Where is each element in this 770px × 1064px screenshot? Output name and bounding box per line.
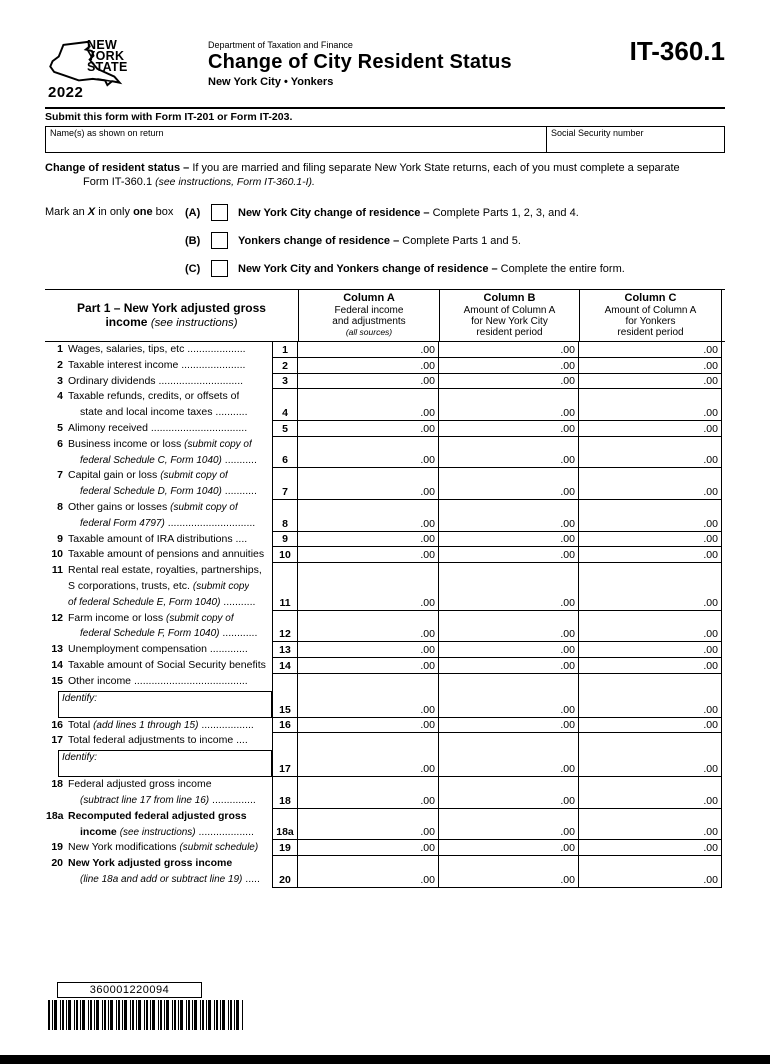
option-a-letter: (A)	[185, 206, 201, 219]
amount-cell-colb[interactable]: .00	[439, 500, 579, 532]
table-row	[45, 777, 725, 809]
amount-cell-colb[interactable]: .00	[439, 358, 579, 374]
checkbox-c[interactable]	[211, 260, 228, 277]
row-description: 11 Rental real estate, royalties, partnerships, S corporations, trusts, etc. (submit copy of federal Schedule E, Form 1040) ...........	[45, 563, 272, 610]
table-row	[45, 547, 725, 563]
amount-cell-cola[interactable]: .00	[298, 658, 439, 674]
row-description: 16 Total (add lines 1 through 15) ..................	[45, 718, 272, 734]
row-description: 18 Federal adjusted gross income (subtract line 17 from line 16) ...............	[45, 777, 272, 809]
table-row	[45, 674, 725, 718]
row-description: 13 Unemployment compensation .............	[45, 642, 272, 658]
amount-cell-colb[interactable]: .00	[439, 532, 579, 548]
option-c-label: New York City and Yonkers change of residence – Complete the entire form.	[238, 262, 625, 275]
table-row	[45, 642, 725, 658]
line-number-box: 12	[272, 611, 298, 643]
row-number: 4	[57, 390, 63, 403]
amount-cell-cola[interactable]: .00	[298, 547, 439, 563]
amount-cell-colb[interactable]: .00	[439, 674, 579, 718]
amount-cell-colc[interactable]: .00	[579, 374, 722, 390]
row-number: 8	[57, 500, 63, 513]
amount-cell-cola[interactable]: .00	[298, 358, 439, 374]
amount-cell-cola[interactable]: .00	[298, 532, 439, 548]
nys-logo	[45, 38, 185, 104]
amount-cell-colc[interactable]: .00	[579, 840, 722, 856]
amount-cell-cola[interactable]: .00	[298, 437, 439, 469]
row-number: 19	[51, 841, 63, 854]
amount-cell-colb[interactable]: .00	[439, 342, 579, 358]
line-number-box: 8	[272, 500, 298, 532]
amount-cell-colb[interactable]: .00	[439, 718, 579, 734]
table-row	[45, 856, 725, 888]
title-block	[208, 40, 512, 88]
table-row	[45, 532, 725, 548]
amount-cell-colc[interactable]: .00	[579, 674, 722, 718]
amount-cell-colb[interactable]: .00	[439, 642, 579, 658]
amount-cell-colb[interactable]: .00	[439, 840, 579, 856]
line-number-box: 9	[272, 532, 298, 548]
page-bottom-edge	[0, 1055, 770, 1064]
row-description: 10 Taxable amount of pensions and annuities	[45, 547, 272, 563]
amount-cell-cola[interactable]: .00	[298, 718, 439, 734]
row-description: 3 Ordinary dividends .............................	[45, 374, 272, 390]
row-description: 12 Farm income or loss (submit copy of federal Schedule F, Form 1040) ............	[45, 611, 272, 643]
amount-cell-cola[interactable]: .00	[298, 500, 439, 532]
option-b-label: Yonkers change of residence – Complete Parts 1 and 5.	[238, 234, 521, 247]
row-description: 15 Other income ....................................... Identify:	[45, 674, 272, 718]
table-row	[45, 809, 725, 841]
table-row	[45, 500, 725, 532]
row-number: 15	[51, 674, 63, 687]
amount-cell-colc[interactable]: .00	[579, 563, 722, 610]
row-number: 18	[51, 778, 63, 791]
row-number: 5	[57, 421, 63, 434]
amount-cell-cola[interactable]: .00	[298, 733, 439, 777]
table-row	[45, 468, 725, 500]
row-number: 9	[57, 532, 63, 545]
department-name: Department of Taxation and Finance	[208, 40, 353, 50]
line-number-box: 7	[272, 468, 298, 500]
amount-cell-colc[interactable]: .00	[579, 547, 722, 563]
barcode-number: 360001220094	[57, 982, 202, 998]
amount-cell-colc[interactable]: .00	[579, 532, 722, 548]
form-title: Change of City Resident Status	[208, 51, 512, 73]
table-row	[45, 658, 725, 674]
row-description: 17 Total federal adjustments to income .... Identify:	[45, 733, 272, 777]
line-number-box: 16	[272, 718, 298, 734]
column-a-header: Column A Federal income and adjustments (all sources)	[298, 290, 439, 341]
options-rest	[185, 232, 725, 277]
amount-cell-cola[interactable]: .00	[298, 611, 439, 643]
table-row	[45, 374, 725, 390]
column-c-header: Column C Amount of Column A for Yonkers resident period	[579, 290, 722, 341]
form-number: IT-360.1	[629, 36, 725, 66]
amount-cell-colc[interactable]: .00	[579, 342, 722, 358]
row-description: 18a Recomputed federal adjusted gross income (see instructions) ...................	[46, 809, 254, 838]
amount-cell-colc[interactable]: .00	[579, 421, 722, 437]
line-number-box: 4	[272, 389, 298, 421]
amount-cell-cola[interactable]: .00	[298, 856, 439, 888]
name-field[interactable]	[46, 127, 546, 152]
amount-cell-colc[interactable]: .00	[579, 611, 722, 643]
part1-table-header	[45, 289, 725, 342]
line-number-box: 13	[272, 642, 298, 658]
amount-cell-colb[interactable]: .00	[439, 547, 579, 563]
name-label: Name(s) as shown on return	[50, 128, 164, 138]
part1-title: Part 1 – New York adjusted gross income (see instructions)	[77, 301, 266, 329]
table-row	[45, 358, 725, 374]
amount-cell-cola[interactable]: .00	[298, 374, 439, 390]
row-description: 20 New York adjusted gross income (line 18a and add or subtract line 19) .....	[45, 856, 272, 888]
row-number: 7	[57, 469, 63, 482]
row-description: 14 Taxable amount of Social Security benefits	[45, 658, 272, 674]
amount-cell-colc[interactable]: .00	[579, 718, 722, 734]
amount-cell-cola[interactable]: .00	[298, 468, 439, 500]
amount-cell-cola[interactable]: .00	[298, 840, 439, 856]
table-row	[45, 611, 725, 643]
table-row	[45, 437, 725, 469]
amount-cell-colb[interactable]: .00	[439, 733, 579, 777]
row-description: 6 Business income or loss (submit copy of federal Schedule C, Form 1040) ...........	[45, 437, 272, 469]
amount-cell-cola[interactable]: .00	[298, 389, 439, 421]
part1-table	[45, 289, 725, 888]
ssn-field[interactable]	[546, 127, 724, 152]
table-row	[45, 718, 725, 734]
identify-box[interactable]: Identify:	[58, 691, 272, 718]
form-year: 2022	[48, 84, 84, 101]
option-b	[185, 232, 725, 249]
line-number-box: 10	[272, 547, 298, 563]
amount-cell-colc[interactable]: .00	[579, 733, 722, 777]
line-number-box: 17	[272, 733, 298, 777]
amount-cell-colc[interactable]: .00	[579, 358, 722, 374]
row-number: 12	[51, 611, 63, 624]
form-page	[0, 36, 770, 888]
option-a	[185, 204, 579, 221]
row-number: 13	[51, 643, 63, 656]
mark-instruction: Mark an X in only one box	[45, 206, 174, 218]
line-number-box: 11	[272, 563, 298, 610]
line-number-box: 1	[272, 342, 298, 358]
amount-cell-colb[interactable]: .00	[439, 468, 579, 500]
amount-cell-colb[interactable]: .00	[439, 658, 579, 674]
table-row	[45, 840, 725, 856]
table-row	[45, 421, 725, 437]
option-c	[185, 260, 725, 277]
amount-cell-cola[interactable]: .00	[298, 563, 439, 610]
line-number-box: 15	[272, 674, 298, 718]
row-number: 1	[57, 343, 63, 355]
amount-cell-colb[interactable]: .00	[439, 856, 579, 888]
amount-cell-cola[interactable]: .00	[298, 642, 439, 658]
footer	[48, 982, 244, 1030]
row-number: 17	[51, 734, 63, 747]
amount-cell-colb[interactable]: .00	[439, 777, 579, 809]
identify-box[interactable]: Identify:	[58, 750, 272, 777]
line-number-box: 19	[272, 840, 298, 856]
line-number-box: 3	[272, 374, 298, 390]
nys-logo-words: NEW YORK STATE	[87, 38, 128, 74]
table-row	[45, 563, 725, 610]
ssn-label: Social Security number	[551, 128, 644, 138]
row-description: 8 Other gains or losses (submit copy of federal Form 4797) ..............................	[45, 500, 272, 532]
row-description: 5 Alimony received .................................	[45, 421, 272, 437]
row-description: 2 Taxable interest income ......................	[45, 358, 272, 374]
row-number: 16	[51, 718, 63, 731]
row-description: 1 Wages, salaries, tips, etc ....................	[45, 342, 272, 358]
amount-cell-colc[interactable]: .00	[579, 389, 722, 421]
row-number: 10	[51, 548, 63, 561]
table-row	[45, 733, 725, 777]
row-number: 20	[51, 857, 63, 870]
amount-cell-colb[interactable]: .00	[439, 611, 579, 643]
row-number: 6	[57, 437, 63, 450]
amount-cell-colb[interactable]: .00	[439, 563, 579, 610]
part1-rows	[45, 342, 725, 888]
option-b-letter: (B)	[185, 234, 201, 247]
name-ssn-box	[45, 126, 725, 153]
amount-cell-cola[interactable]: .00	[298, 674, 439, 718]
row-number: 11	[51, 564, 63, 577]
amount-cell-colc[interactable]: .00	[579, 468, 722, 500]
submit-instruction: Submit this form with Form IT-201 or Form IT-203.	[45, 111, 293, 123]
amount-cell-colc[interactable]: .00	[579, 777, 722, 809]
amount-cell-colc[interactable]: .00	[579, 809, 722, 841]
option-c-letter: (C)	[185, 262, 201, 275]
table-row	[45, 389, 725, 421]
line-number-box: 18a	[272, 809, 298, 841]
option-a-label: New York City change of residence – Complete Parts 1, 2, 3, and 4.	[238, 206, 579, 219]
row-description: 19 New York modifications (submit schedule)	[45, 840, 272, 856]
row-number: 14	[51, 658, 63, 671]
amount-cell-colb[interactable]: .00	[439, 809, 579, 841]
checkbox-a[interactable]	[211, 204, 228, 221]
row-number: 3	[57, 374, 63, 387]
amount-cell-colc[interactable]: .00	[579, 500, 722, 532]
row-number: 2	[57, 358, 63, 371]
amount-cell-cola[interactable]: .00	[298, 777, 439, 809]
form-subtitle: New York City • Yonkers	[208, 76, 334, 88]
row-description: 7 Capital gain or loss (submit copy of federal Schedule D, Form 1040) ...........	[45, 468, 272, 500]
barcode	[48, 1000, 244, 1030]
line-number-box: 20	[272, 856, 298, 888]
amount-cell-colb[interactable]: .00	[439, 421, 579, 437]
checkbox-b[interactable]	[211, 232, 228, 249]
amount-cell-colc[interactable]: .00	[579, 437, 722, 469]
amount-cell-cola[interactable]: .00	[298, 809, 439, 841]
row-number: 18a	[46, 809, 64, 822]
line-number-box: 2	[272, 358, 298, 374]
resident-status-instructions: Change of resident status – If you are married and filing separate New York State returns, each of you must complete a separate Form IT-360.1 (see instructions, Form IT-360.1-I).	[45, 162, 680, 188]
table-row	[45, 342, 725, 358]
column-b-header: Column B Amount of Column A for New York City resident period	[439, 290, 579, 341]
row-description: 4 Taxable refunds, credits, or offsets of state and local income taxes ...........	[45, 389, 272, 421]
line-number-box: 18	[272, 777, 298, 809]
line-number-box: 14	[272, 658, 298, 674]
mark-options-row	[45, 204, 725, 232]
row-description: 9 Taxable amount of IRA distributions ....	[45, 532, 272, 548]
amount-cell-cola[interactable]: .00	[298, 421, 439, 437]
amount-cell-colc[interactable]: .00	[579, 642, 722, 658]
line-number-box: 5	[272, 421, 298, 437]
amount-cell-colb[interactable]: .00	[439, 389, 579, 421]
amount-cell-colc[interactable]: .00	[579, 856, 722, 888]
amount-cell-colc[interactable]: .00	[579, 658, 722, 674]
form-header	[45, 36, 725, 104]
amount-cell-cola[interactable]: .00	[298, 342, 439, 358]
amount-cell-colb[interactable]: .00	[439, 374, 579, 390]
amount-cell-colb[interactable]: .00	[439, 437, 579, 469]
line-number-box: 6	[272, 437, 298, 469]
